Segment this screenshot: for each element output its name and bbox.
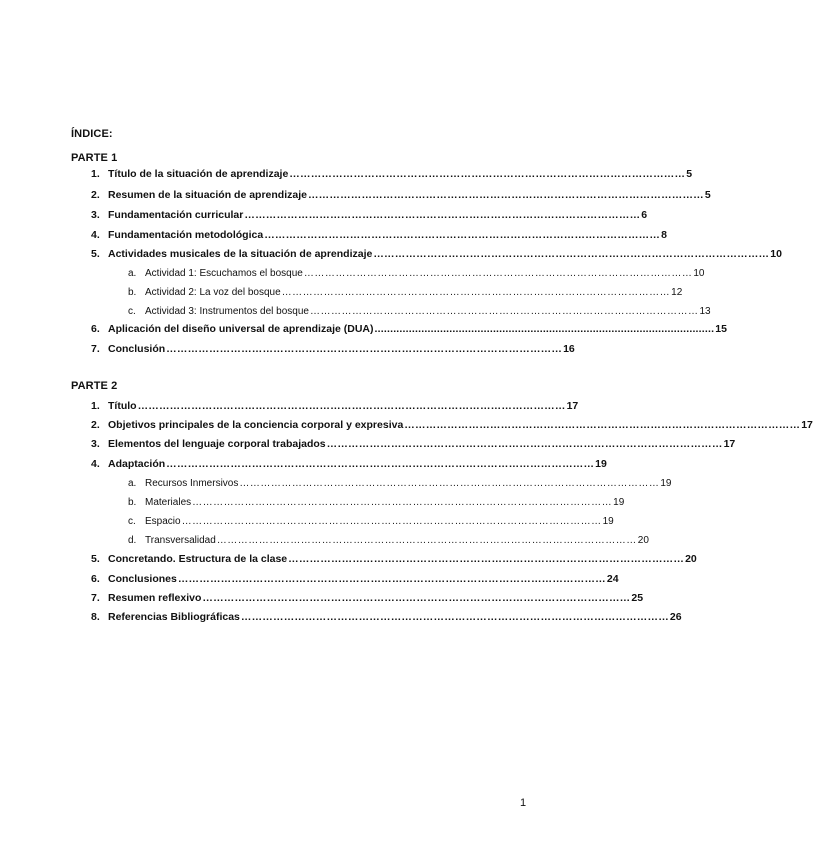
entry-page: 8	[661, 229, 667, 241]
entry-title: Referencias Bibliográficas	[108, 611, 240, 623]
toc-entry	[91, 209, 648, 222]
toc-entry	[91, 438, 736, 451]
toc-entry	[91, 229, 667, 242]
entry-title: Título	[108, 400, 137, 412]
toc-subentry	[128, 534, 649, 547]
entry-page: 26	[669, 611, 682, 623]
entry-number: 8.	[91, 611, 100, 623]
dot-leader: …………………………………………………………………………………………………	[281, 287, 671, 298]
part2-heading: PARTE 2	[71, 380, 118, 392]
entry-letter: c.	[128, 306, 136, 317]
entry-title: Actividades musicales de la situación de aprendizaje	[108, 248, 373, 260]
dot-leader: …………………………………………………………………………………………………	[244, 209, 641, 221]
dot-leader: …………………………………………………………………………………………………………	[192, 497, 613, 508]
toc-entry	[91, 323, 727, 336]
toc-entry	[91, 592, 644, 605]
entry-title: Concretando. Estructura de la clase	[108, 553, 288, 565]
dot-leader: …………………………………………………………………………………………………………	[181, 516, 602, 527]
entry-letter: a.	[128, 478, 137, 489]
dot-leader: .............................................................................................................	[374, 323, 715, 335]
entry-number: 6.	[91, 573, 100, 585]
toc-entry	[91, 248, 782, 261]
toc-entry	[91, 400, 579, 413]
entry-page: 20	[685, 553, 697, 565]
toc-entry	[91, 573, 619, 586]
dot-leader: …………………………………………………………………………………………………	[373, 248, 770, 260]
dot-leader: …………………………………………………………………………………………………………	[137, 400, 566, 412]
entry-number: 2.	[91, 419, 100, 431]
entry-title: Recursos Inmersivos	[145, 478, 239, 489]
entry-page: 25	[631, 592, 644, 604]
toc-entry	[91, 458, 607, 471]
entry-number: 6.	[91, 323, 100, 335]
entry-title: Actividad 3: Instrumentos del bosque	[145, 306, 309, 317]
entry-number: 5.	[91, 553, 100, 565]
dot-leader: …………………………………………………………………………………………………	[288, 553, 685, 565]
entry-page: 17	[723, 438, 736, 450]
entry-title: Actividad 1: Escuchamos el bosque	[145, 268, 303, 279]
entry-letter: d.	[128, 535, 137, 546]
dot-leader: …………………………………………………………………………………………………	[404, 419, 801, 431]
entry-page: 15	[715, 323, 727, 335]
toc-entry	[91, 419, 813, 432]
dot-leader: …………………………………………………………………………………………………	[309, 306, 699, 317]
entry-title: Elementos del lenguaje corporal trabajados	[108, 438, 326, 450]
part1-heading: PARTE 1	[71, 152, 118, 164]
dot-leader: …………………………………………………………………………………………………………	[202, 592, 631, 604]
entry-number: 7.	[91, 343, 100, 355]
entry-page: 5	[704, 189, 711, 201]
index-title: ÍNDICE:	[71, 128, 113, 140]
toc-subentry	[128, 286, 683, 299]
dot-leader: …………………………………………………………………………………………………	[264, 229, 661, 241]
entry-title: Resumen de la situación de aprendizaje	[108, 189, 307, 201]
entry-title: Fundamentación curricular	[108, 209, 244, 221]
toc-subentry	[128, 496, 625, 509]
entry-letter: b.	[128, 497, 137, 508]
entry-page: 6	[641, 209, 648, 221]
entry-title: Resumen reflexivo	[108, 592, 202, 604]
dot-leader: …………………………………………………………………………………………………………	[239, 478, 660, 489]
entry-number: 7.	[91, 592, 100, 604]
entry-page: 24	[606, 573, 619, 585]
dot-leader: …………………………………………………………………………………………………………	[177, 573, 606, 585]
toc-entry	[91, 168, 693, 181]
page-number: 1	[520, 797, 527, 809]
entry-letter: c.	[128, 516, 136, 527]
entry-number: 1.	[91, 400, 100, 412]
entry-page: 5	[686, 168, 693, 180]
dot-leader: …………………………………………………………………………………………………	[289, 168, 686, 180]
entry-page: 19	[660, 478, 672, 489]
toc-entry	[91, 343, 575, 356]
entry-number: 3.	[91, 438, 100, 450]
entry-number: 4.	[91, 458, 100, 470]
entry-number: 2.	[91, 189, 100, 201]
entry-number: 1.	[91, 168, 100, 180]
entry-page: 10	[770, 248, 782, 260]
dot-leader: …………………………………………………………………………………………………………	[240, 611, 669, 623]
entry-number: 3.	[91, 209, 100, 221]
entry-title: Transversalidad	[145, 535, 216, 546]
entry-title: Adaptación	[108, 458, 166, 470]
entry-letter: a.	[128, 268, 137, 279]
entry-letter: b.	[128, 287, 137, 298]
dot-leader: …………………………………………………………………………………………………	[307, 189, 704, 201]
entry-page: 17	[801, 419, 813, 431]
entry-title: Título de la situación de aprendizaje	[108, 168, 289, 180]
dot-leader: …………………………………………………………………………………………………	[166, 343, 563, 355]
entry-page: 16	[563, 343, 575, 355]
entry-page: 20	[637, 535, 649, 546]
toc-subentry	[128, 305, 711, 318]
entry-title: Actividad 2: La voz del bosque	[145, 287, 281, 298]
toc-entry	[91, 189, 711, 202]
entry-page: 13	[699, 306, 711, 317]
entry-number: 5.	[91, 248, 100, 260]
dot-leader: …………………………………………………………………………………………………………	[166, 458, 595, 470]
toc-subentry	[128, 267, 705, 280]
entry-title: Conclusiones	[108, 573, 177, 585]
dot-leader: …………………………………………………………………………………………………………	[216, 535, 637, 546]
entry-title: Materiales	[145, 497, 192, 508]
dot-leader: …………………………………………………………………………………………………	[326, 438, 723, 450]
entry-page: 12	[671, 287, 683, 298]
toc-entry	[91, 611, 682, 624]
entry-page: 19	[602, 516, 614, 527]
toc-subentry	[128, 515, 614, 528]
entry-number: 4.	[91, 229, 100, 241]
entry-page: 19	[595, 458, 607, 470]
entry-page: 10	[693, 268, 705, 279]
entry-title: Conclusión	[108, 343, 166, 355]
entry-title: Aplicación del diseño universal de aprendizaje (DUA)	[108, 323, 374, 335]
toc-subentry	[128, 477, 672, 490]
entry-title: Objetivos principales de la conciencia corporal y expresiva	[108, 419, 404, 431]
entry-title: Fundamentación metodológica	[108, 229, 264, 241]
entry-page: 17	[566, 400, 579, 412]
toc-entry	[91, 553, 697, 566]
dot-leader: …………………………………………………………………………………………………	[303, 268, 693, 279]
entry-title: Espacio	[145, 516, 181, 527]
entry-page: 19	[613, 497, 625, 508]
